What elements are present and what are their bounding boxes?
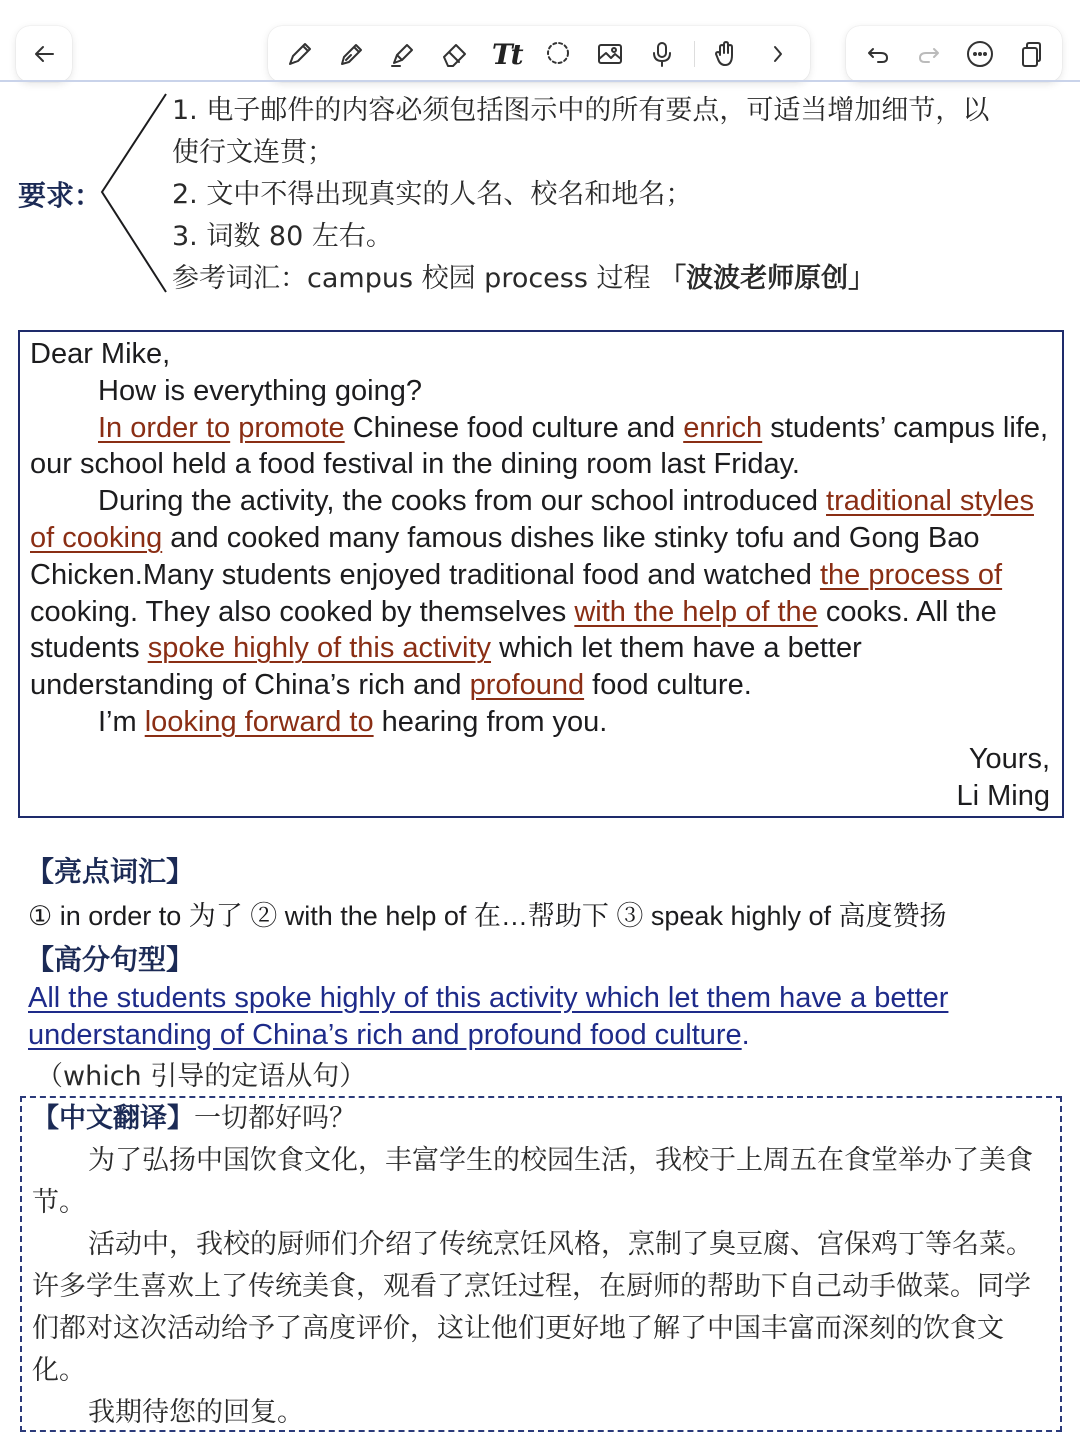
key-sentence-period: . — [741, 1019, 750, 1051]
reference-vocab-line — [172, 258, 1072, 300]
microphone-icon[interactable] — [642, 34, 682, 74]
translation-first-line — [32, 1098, 1050, 1140]
document-actions-bar — [846, 26, 1062, 82]
author-credit: 「波波老师原创」 — [659, 263, 876, 294]
vocab-line: ① in order to 为了 ② with the help of 在…帮助下 ③ speak highly of 高度赞扬 — [28, 901, 947, 931]
letter-paragraph-4 — [30, 704, 1052, 741]
translation-heading: 【中文翻译】 — [32, 1103, 194, 1134]
redo-icon[interactable] — [909, 34, 949, 74]
key-sentence — [28, 980, 1038, 1054]
letter-text: cooking. They also cooked by themselves — [30, 595, 575, 628]
lasso-icon[interactable] — [538, 34, 578, 74]
requirement-line: 1. 电子邮件的内容必须包括图示中的所有要点，可适当增加细节，以 — [172, 95, 990, 126]
eraser-icon[interactable] — [435, 34, 475, 74]
letter-text: During the activity, the cooks from our school introduced — [98, 485, 827, 518]
vocab-heading: 【亮点词汇】 — [26, 855, 195, 888]
letter-closing: Yours, — [968, 742, 1050, 775]
drawing-tools-bar — [268, 26, 810, 82]
chinese-translation — [20, 1096, 1062, 1432]
translation-text: 一切都好吗？ — [194, 1103, 356, 1134]
highlighter-icon[interactable] — [383, 34, 423, 74]
letter-text: cooks. All the students — [30, 595, 997, 665]
requirements-label: 要求： — [18, 179, 103, 212]
reference-vocab: 参考词汇：campus 校园 process 过程 — [172, 263, 660, 294]
highlight-phrase: spoke highly of this activity — [147, 632, 492, 665]
letter-signature: Li Ming — [956, 779, 1050, 812]
letter-text: I’m — [98, 705, 145, 738]
letter-text: which let them have a better understanding of China’s rich and — [30, 632, 862, 702]
highlight-phrase: with the help of the — [574, 595, 818, 628]
more-icon[interactable] — [960, 34, 1000, 74]
highlight-phrase: looking forward to — [144, 705, 374, 738]
model-letter — [18, 330, 1064, 818]
pages-icon[interactable] — [1011, 34, 1051, 74]
highlight-phrase: the process of — [819, 558, 1003, 591]
requirement-line: 2. 文中不得出现真实的人名、校名和地名； — [172, 179, 693, 210]
grammar-note: （which 引导的定语从句） — [36, 1061, 367, 1092]
pen-icon[interactable] — [280, 34, 320, 74]
requirement-line: 使行文连贯； — [172, 137, 334, 168]
back-arrow-icon[interactable] — [24, 34, 64, 74]
undo-icon[interactable] — [858, 34, 898, 74]
letter-paragraph-1: How is everything going? — [98, 374, 423, 407]
highlight-phrase: profound — [469, 669, 585, 702]
text-tool-icon[interactable]: Tt — [491, 37, 522, 71]
letter-paragraph-2 — [30, 410, 1052, 484]
toolbar-divider — [694, 41, 695, 67]
pencil-icon[interactable] — [332, 34, 372, 74]
key-sentence-text: All the students spoke highly of this activity which let them have a better understanding of China’s rich and profound food culture — [28, 982, 949, 1051]
highlight-phrase: enrich — [683, 411, 763, 444]
highlight-phrase: In order to — [98, 411, 231, 444]
requirement-line: 3. 词数 80 左右。 — [172, 221, 393, 252]
back-button[interactable] — [16, 26, 72, 82]
chevron-right-icon[interactable] — [758, 34, 798, 74]
letter-text: students’ campus life, our school held a food festival in the dining room last Friday. — [30, 411, 1049, 481]
letter-text: and cooked many famous dishes like stinky tofu and Gong Bao Chicken.Many students enjoyed traditional food and watched — [30, 521, 980, 591]
hand-gesture-icon[interactable] — [706, 34, 746, 74]
requirements-bracket — [96, 92, 176, 296]
image-icon[interactable] — [590, 34, 630, 74]
letter-greeting: Dear Mike, — [30, 338, 171, 370]
letter-paragraph-3 — [30, 483, 1052, 704]
highlight-phrase: promote — [238, 411, 345, 444]
highlight-phrase: traditional styles of cooking — [30, 485, 1034, 554]
letter-text: Chinese food culture and — [344, 411, 684, 444]
translation-paragraph-2: 活动中，我校的厨师们介绍了传统烹饪风格，烹制了臭豆腐、宫保鸡丁等名菜。许多学生喜欢上了传统美食，观看了烹饪过程，在厨师的帮助下自己动手做菜。同学们都对这次活动给予了高度评价，这让他们更好地了解了中国丰富而深刻的饮食文化。 — [32, 1229, 1033, 1386]
letter-text: hearing from you. — [373, 705, 608, 738]
translation-paragraph-1: 为了弘扬中国饮食文化，丰富学生的校园生活，我校于上周五在食堂举办了美食节。 — [32, 1145, 1033, 1218]
page-top-rule — [0, 80, 1080, 82]
requirements-list — [172, 90, 1072, 300]
letter-text: food culture. — [584, 669, 752, 702]
sentence-heading: 【高分句型】 — [26, 943, 195, 976]
translation-paragraph-3: 我期待您的回复。 — [88, 1397, 304, 1428]
